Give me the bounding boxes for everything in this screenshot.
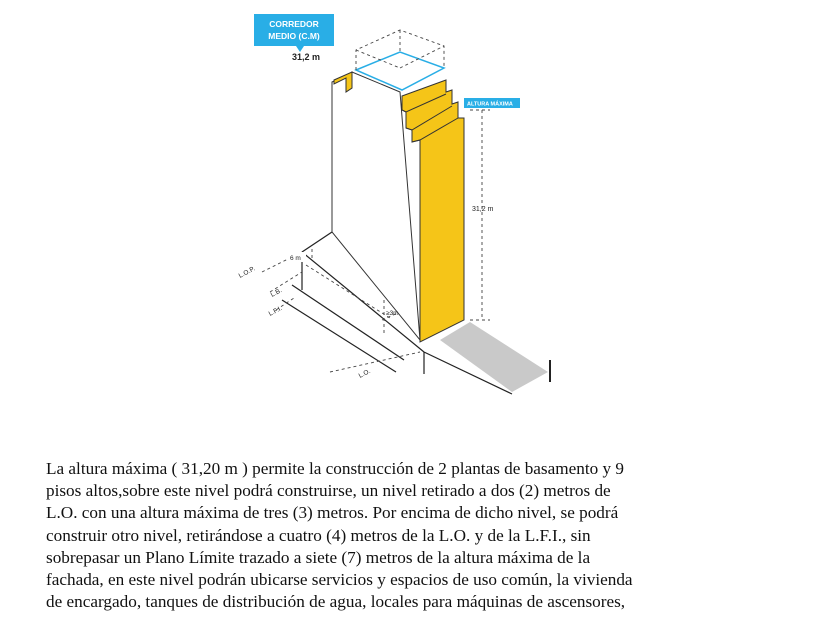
dim-top-label: 31,2 m (292, 52, 321, 62)
dim-side-label: 31,2 m (472, 206, 494, 213)
paragraph-line: La altura máxima ( 31,20 m ) permite la construcción de 2 plantas de basamento y 9 (46, 459, 624, 478)
dim-6m-label: 6 m (290, 255, 301, 262)
callout-corredor-line2: MEDIO (C.M) (268, 31, 320, 41)
paragraph-line: L.O. con una altura máxima de tres (3) metros. Por encima de dicho nivel, se podrá (46, 503, 619, 523)
callout-altura-label: ALTURA MÁXIMA (467, 101, 513, 108)
paragraph-line: de encargado, tanques de distribución de agua, locales para máquinas de ascensores, (46, 592, 626, 612)
label-lo: L.O. (357, 367, 372, 380)
label-lop: L.O.P. (237, 265, 257, 280)
dim-3m-label: ≥3m (386, 310, 399, 317)
description-paragraph (46, 458, 816, 613)
callout-corredor-line1: CORREDOR (269, 19, 319, 29)
label-lb: L.B. (269, 287, 284, 299)
label-lfi: L.F.I. (267, 304, 284, 318)
paragraph-line: construir otro nivel, retirándose a cuatro (4) metros de la L.O. y de la L.F.I., sin (46, 525, 591, 545)
ground-shadow (440, 322, 548, 392)
paragraph-line: sobrepasar un Plano Límite trazado a siete (7) metros de la altura máxima de la (46, 547, 591, 567)
paragraph-line: fachada, en este nivel podrán ubicarse servicios y espacios de uso común, la vivienda (46, 570, 633, 590)
paragraph-line: pisos altos,sobre este nivel podrá construirse, un nivel retirado a dos (2) metros de (46, 481, 611, 501)
